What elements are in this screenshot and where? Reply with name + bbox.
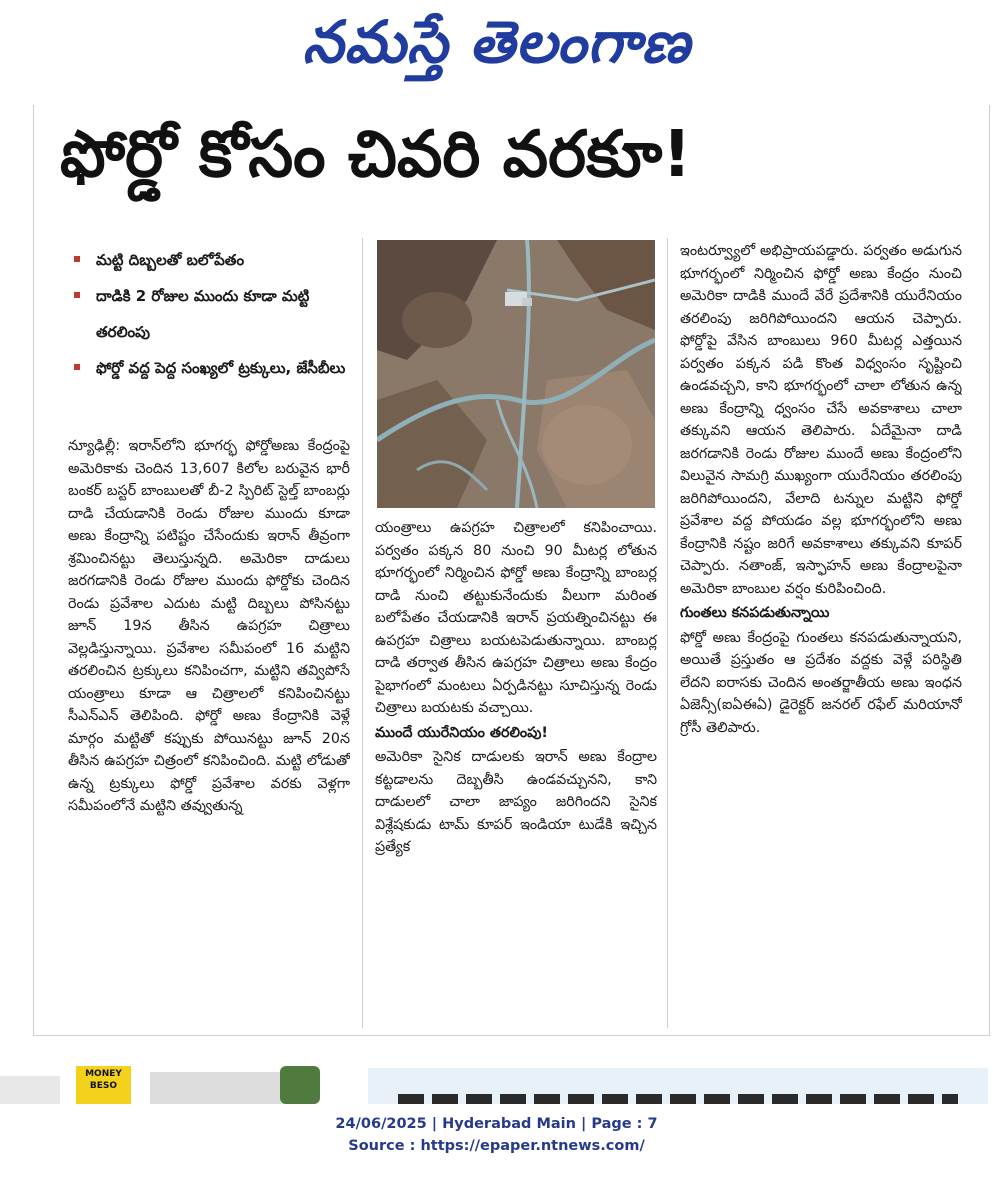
headline: ఫోర్డో కోసం చివరి వరకూ! bbox=[60, 118, 692, 192]
next-article-strip bbox=[0, 1062, 993, 1104]
article-paragraph: ఇంటర్వ్యూలో అభిప్రాయపడ్డారు. పర్వతం అడుగున భూగర్భంలో నిర్మించిన ఫోర్డో అణు కేంద్రం నుంచి అమెరికా దాడికి ముందే వేరే ప్రదేశానికి యురేనియం తరలింపు జరిగిపోయిందని ఆయన చెప్పారు. ఫోర్డోపై వేసిన బాంబులు 960 మీటర్ల ఎత్తయిన పర్వతం పక్కన పడి కొంత విధ్వంసం సృష్టించి ఉండవచ్చని, కాని భూగర్భంలో చాలా లోతున ఉన్న అణు కేంద్రాన్ని ధ్వంసం చేసే అవకాశాలు చాలా తక్కువని ఆయన తెలిపారు. ఏదేమైనా దాడి జరగడానికి రెండు రోజుల ముందే అణు కేంద్రంలోని విలువైన సామగ్రి ముఖ్యంగా యురేనియం తరలింపు జరిగిపోయిందని, వేలాది టన్నుల మట్టిని ఫోర్డో ప్రవేశాల వద్ద పోయడం వల్ల భూగర్భంలోని అణు కేంద్రానికి నష్టం జరిగే అవకాశాలు తక్కువని కూపర్ చెప్పారు. నతాంజ్, ఇస్ఫాహన్ అణు కేంద్రాలపైనా అమెరికా బాంబుల వర్షం కురిపించింది. bbox=[680, 243, 962, 597]
article-paragraph: యంత్రాలు ఉపగ్రహ చిత్రాలలో కనిపించాయి. పర్వతం పక్కన 80 నుంచి 90 మీటర్ల లోతున భూగర్భంలో నిర్మించిన ఫోర్డో అణు కేంద్రాన్ని బాంబర్ల దాడి నుంచి తట్టుకునేందుకు వీలుగా మరింత బలోపేతం చేయడానికి ఇరాన్ ప్రయత్నించినట్టు ఈ ఉపగ్రహ చిత్రాలు బయటపెడుతున్నాయి. బాంబర్ల దాడి తర్వాత తీసిన ఉపగ్రహ చిత్రాలు అణు కేంద్రం పైభాగంలో మంటలు ఏర్పడినట్టు సూచిస్తున్న రెండు చిత్రాలు బయటకు వచ్చాయి. bbox=[375, 520, 657, 716]
article-paragraph: న్యూఢిల్లీ: ఇరాన్‌లోని భూగర్భ ఫోర్డోఅణు కేంద్రంపై అమెరికాకు చెందిన 13,607 కిలోల బరువైన భారీ బంకర్ బస్టర్ బాంబులతో బీ-2 స్పిరిట్ స్టెల్త్ బాంబర్లు దాడి చేయడానికి రెండు రోజుల ముందు కూడా అణు కేంద్రాన్ని పటిష్టం చేసేందుకు ఇరాన్ తీవ్రంగా శ్రమించినట్టు తెలుస్తున్నది. అమెరికా దాడులు జరగడానికి రెండు రోజుల ముందు ఫోర్డోకు చెందిన రెండు ప్రవేశాల ఎదుట మట్టి దిబ్బలు పోసినట్టు జూన్ 19న తీసిన ఉపగ్రహ చిత్రాలు వెల్లడిస్తున్నాయి. ప్రవేశాల సమీపంలో 16 మట్టిని తరలించిన ట్రక్కులు కనిపించగా, మట్టిని తవ్విపోసే యంత్రాలు కూడా ఆ చిత్రాలలో కనిపించినట్టు సీఎన్ఎన్ తెలిపింది. ఫోర్డో అణు కేంద్రానికి వెళ్లే మార్గం మట్టితో కప్పుకు పోయినట్టు జూన్ 20న తీసిన ఉపగ్రహ చిత్రంలో కనిపించింది. మట్టి లోడుతో ఉన్న ట్రక్కులు ఫోర్డో ప్రవేశాల వరకు వెళ్లగా సమీపంలోనే మట్టిని తవ్వుతున్న bbox=[68, 438, 350, 814]
highlight-item: దాడికి 2 రోజుల ముందు కూడా మట్టి తరలింపు bbox=[70, 278, 360, 350]
article-column-1 bbox=[68, 435, 350, 1025]
article-paragraph: అమెరికా సైనిక దాడులకు ఇరాన్ అణు కేంద్రాల కట్టడాలను దెబ్బతీసి ఉండవచ్చునని, కాని దాడులలో చాలా జాప్యం జరిగిందని సైనిక విశ్లేషకుడు టామ్ కూపర్ ఇండియా టుడేకి ఇచ్చిన ప్రత్యేక bbox=[375, 749, 657, 855]
footer-edition-info: 24/06/2025 | Hyderabad Main | Page : 7 bbox=[335, 1116, 658, 1132]
article-column-3 bbox=[680, 240, 962, 1030]
article-paragraph: ఫోర్డో అణు కేంద్రంపై గుంతలు కనపడుతున్నాయని, అయితే ప్రస్తుతం ఆ ప్రదేశం వద్దకు వెళ్లే పరిస్థితి లేదని ఐరాసకు చెందిన అంతర్జాతీయ అణు ఇంధన ఏజెన్సీ(ఐఏఈఏ) డైరెక్టర్ జనరల్ రఫేల్ మరియానో గ్రోసీ తెలిపారు. bbox=[680, 629, 962, 736]
article-subheading: ముందే యురేనియం తరలింపు! bbox=[375, 724, 548, 741]
strip-sign: MONEY BESO bbox=[76, 1066, 131, 1104]
strip-tree bbox=[280, 1066, 320, 1104]
strip-headline-band bbox=[368, 1068, 988, 1104]
column-divider bbox=[667, 238, 668, 1028]
strip-image bbox=[0, 1076, 60, 1104]
strip-cut-headline bbox=[398, 1094, 958, 1104]
masthead bbox=[0, 0, 993, 92]
highlight-item: మట్టి దిబ్బలతో బలోపేతం bbox=[70, 242, 360, 278]
article-column-2 bbox=[375, 517, 657, 1027]
satellite-photo bbox=[377, 240, 655, 508]
footer-source: Source : https://epaper.ntnews.com/ bbox=[348, 1138, 645, 1154]
highlight-item: ఫోర్డో వద్ద పెద్ద సంఖ్యలో ట్రక్కులు, జేసీబీలు bbox=[70, 350, 360, 386]
article-subheading: గుంతలు కనపడుతున్నాయి bbox=[680, 605, 830, 621]
page-footer bbox=[0, 1113, 993, 1157]
masthead-title: నమస్తే తెలంగాణ bbox=[302, 8, 691, 76]
strip-image bbox=[150, 1072, 300, 1104]
highlights-list bbox=[70, 242, 360, 386]
column-divider bbox=[362, 238, 363, 1028]
